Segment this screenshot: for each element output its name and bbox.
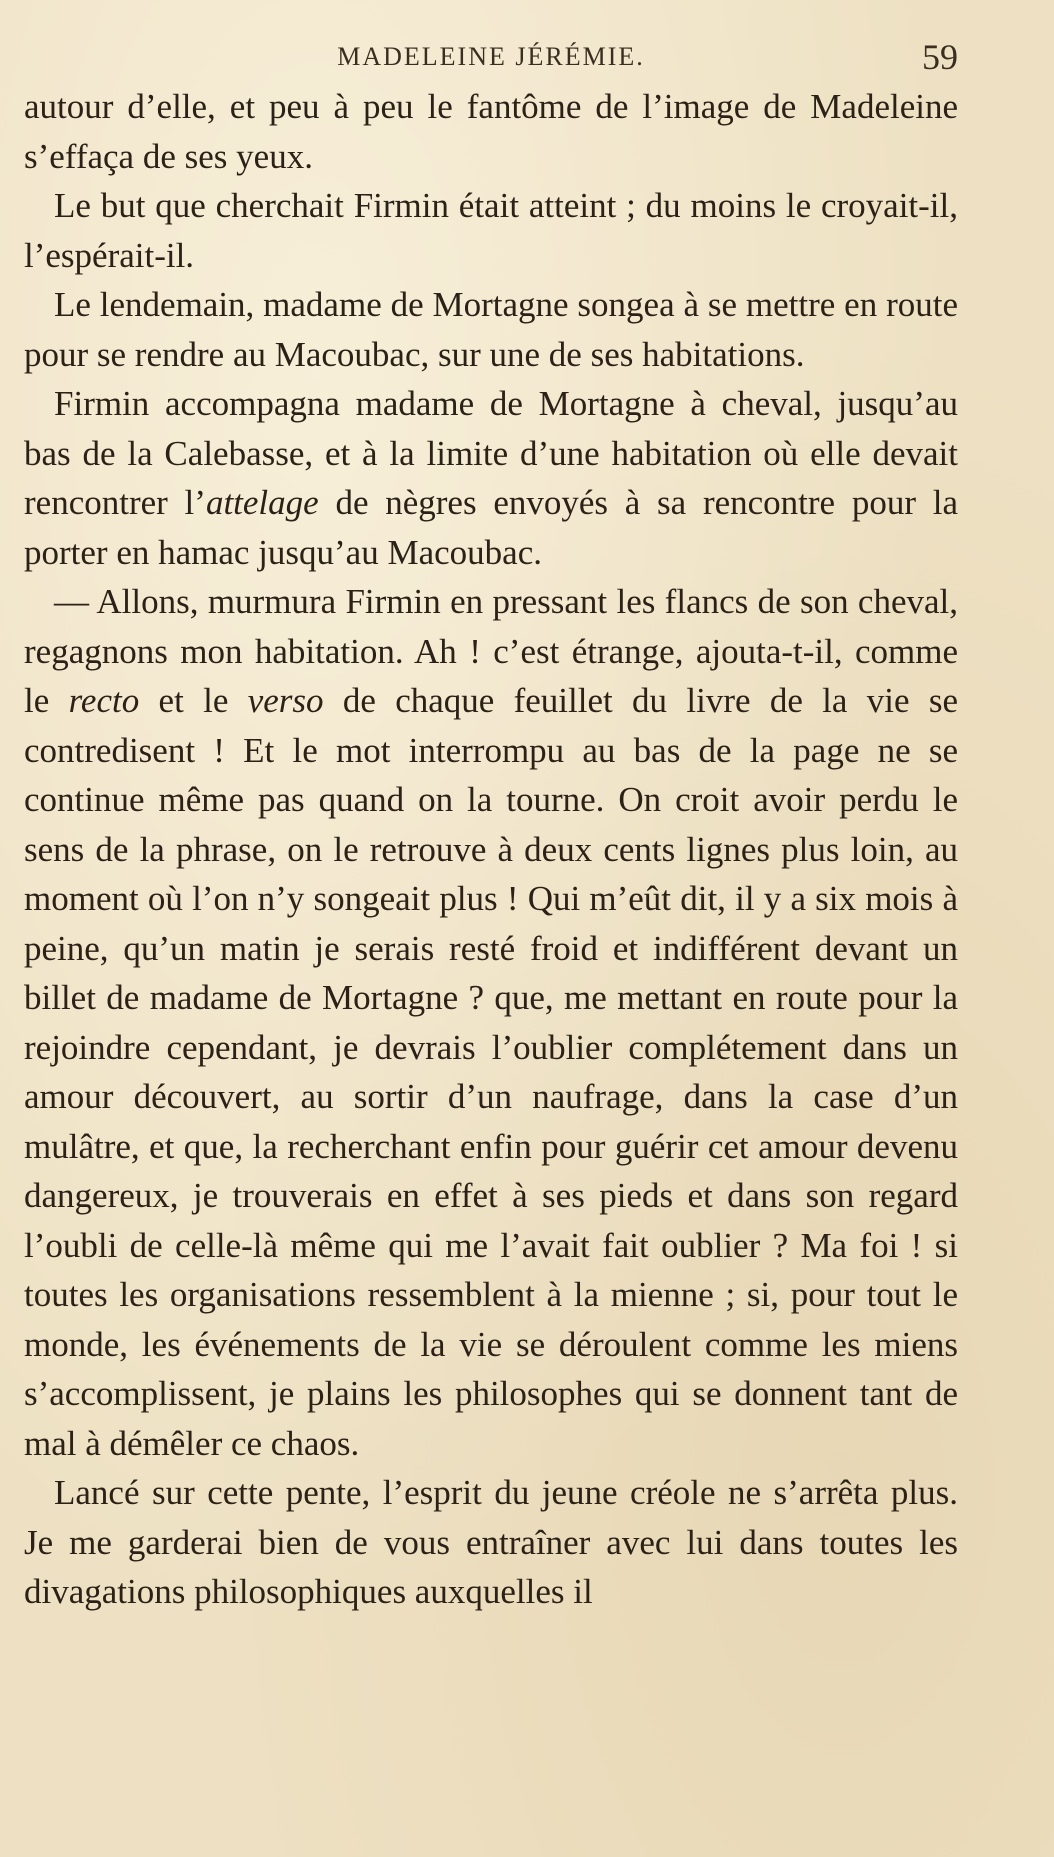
italic-term: recto [68,681,140,720]
text-segment: Le but que cherchait Firmin était atteint ; du moins le croyait-il, l’espérait-il. [24,186,958,275]
italic-term: verso [247,681,324,720]
paragraph [24,379,958,577]
paragraph [24,577,958,1468]
text-segment: et le [139,681,248,720]
text-segment: Lancé sur cette pente, l’esprit du jeune créole ne s’arrêta plus. Je me garderai bien de vous entraîner avec lui dans toutes les divagations philosophiques auxquelles il [24,1473,958,1611]
text-segment: de chaque feuillet du livre de la vie se contredisent ! Et le mot interrompu au bas de la page ne se continue même pas quand on la tourne. On croit avoir perdu le sens de la phrase, on le retrouve à deux cents lignes plus loin, au moment où l’on n’y songeait plus ! Qui m’eût dit, il y a six mois à peine, qu’un matin je serais resté froid et indifférent devant un billet de madame de Mortagne ? que, me mettant en route pour la rejoindre cependant, je devrais l’oublier complétement dans un amour découvert, au sortir d’un naufrage, dans la case d’un mulâtre, et que, la recherchant enfin pour guérir cet amour devenu dangereux, je trouverais en effet à ses pieds et dans son regard l’oubli de celle-là même qui me l’avait fait oublier ? Ma foi ! si toutes les organisations ressemblent à la mienne ; si, pour tout le monde, les événements de la vie se déroulent comme les miens s’accomplissent, je plains les philosophes qui se donnent tant de mal à démêler ce chaos. [24,681,958,1463]
running-title: MADELEINE JÉRÉMIE. [337,42,645,71]
text-segment: Firmin accompagna madame de Mortagne à cheval, jusqu’au bas de la Calebasse, et à la limite d’une habitation où elle devait rencontrer l’ [24,384,958,522]
paragraph [24,82,958,181]
body-text [24,82,958,1617]
page-number: 59 [922,37,958,77]
text-segment: — Allons, murmura Firmin en pressant les flancs de son cheval, regagnons mon habitation. Ah ! c’est étrange, ajouta-t-il, comme le [24,582,958,720]
paragraph [24,280,958,379]
paragraph [24,181,958,280]
text-segment: de nègres envoyés à sa rencontre pour la porter en hamac jusqu’au Macoubac. [24,483,958,572]
text-segment: Le lendemain, madame de Mortagne songea à se mettre en route pour se rendre au Macoubac, sur une de ses habitations. [24,285,958,374]
paragraph [24,1468,958,1617]
text-segment: autour d’elle, et peu à peu le fantôme de l’image de Madeleine s’effaça de ses yeux. [24,87,958,176]
italic-term: attelage [205,483,319,522]
running-head [24,36,958,76]
